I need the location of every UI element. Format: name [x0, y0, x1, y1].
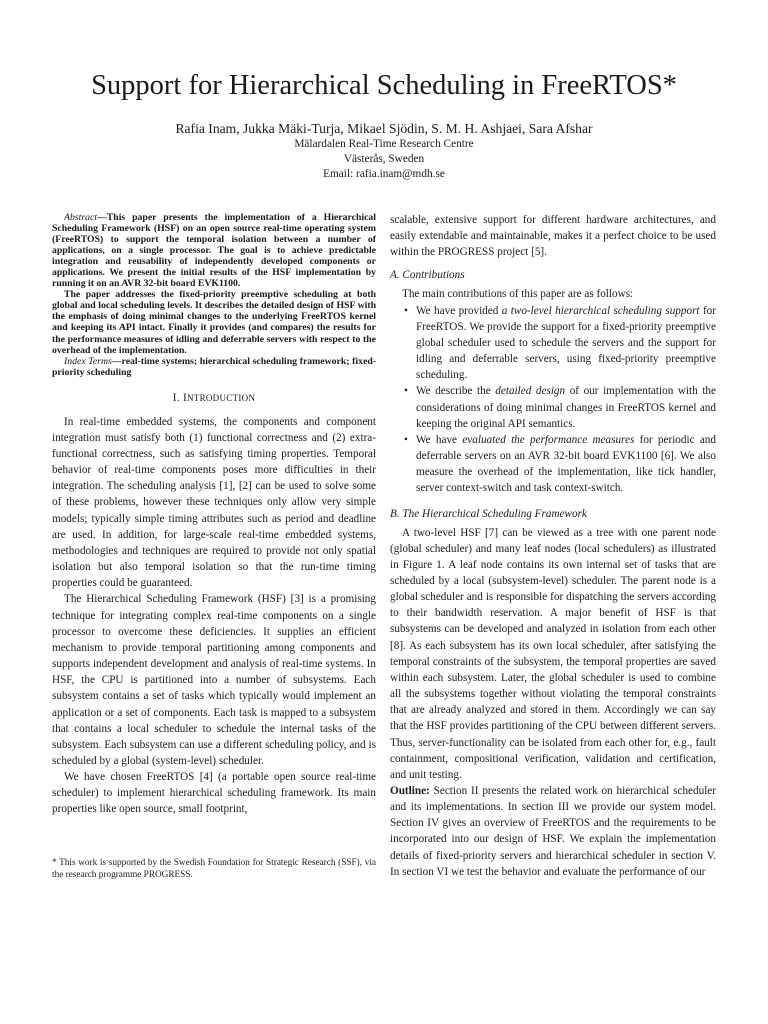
abstract-text-1: This paper presents the implementation of a Hierarchical Scheduling Framework (HSF) on an open source real-time operating system (FreeRTOS) to support the temporal isolation between a number of applications, on a single processor. The goal is to achieve predictable integration and reusability of independently developed components or applications. We present the initial results of the HSF implementation by running it on an AVR 32-bit board EVK1100. [52, 212, 376, 290]
index-terms-dash: — [111, 355, 122, 367]
bullet-text: for FreeRTOS. We provide the support for a fixed-priority preemptive global scheduler used to schedule the servers and the support for idling and deferrable servers, using fixed-priority preemptive scheduling. [416, 304, 717, 382]
section-title-rest: NTRODUCTION [186, 392, 256, 403]
subsection-heading-contributions: A. Contributions [390, 269, 465, 282]
bullet-emphasis: evaluated the performance measures [462, 433, 635, 446]
contribution-bullet-1 [390, 303, 716, 384]
footnote: * This work is supported by the Swedish Foundation for Strategic Research (SSF), via the research programme PROGRESS. [52, 858, 376, 880]
email: Email: rafia.inam@mdh.se [323, 168, 445, 180]
bullet-dot: • [404, 304, 408, 317]
hsf-paragraph: A two-level HSF [7] can be viewed as a tree with one parent node (global scheduler) and many leaf nodes (local schedulers) as illustrated in Figure 1. A leaf node contains its own internal set of tasks that are scheduled by a local (subsystem-level) scheduler. The parent node is a global scheduler and is responsible for dispatching the servers according to their bandwidth reservation. A major benefit of HSF is that subsystems can be developed and analyzed in isolation from each other [8]. As each subsystem has its own local scheduler, after satisfying the temporal constraints of the subsystem, the temporal properties are saved within each subsystem. Later, the global scheduler is used to combine all the subsystems together without violating the temporal constraints that are already analyzed and stored in them. Accordingly we can say that the HSF provides partitioning of the CPU between different servers. Thus, server-functionality can be isolated from each other for, e.g., fault containment, compositional verification, validation and certification, and unit testing. [390, 526, 716, 781]
bullet-text: We describe the [416, 385, 496, 398]
author-list: Rafia Inam, Jukka Mäki-Turja, Mikael Sjödin, S. M. H. Ashjaei, Sara Afshar [175, 121, 593, 136]
bullet-text: for periodic and deferrable servers on an AVR 32-bit board EVK1100 [6]. We also measure the overhead of the implementation, like tick handler, server context-switch and task context-switch. [416, 433, 716, 495]
right-column [390, 212, 716, 880]
intro-paragraph-1: In real-time embedded systems, the components and component integration must satisfy both (1) functional correctness and (2) extra-functional correctness, such as satisfying timing properties. Temporal behavior of real-time components poses more difficulties in their integration. The scheduling analysis [1], [2] can be used to solve some of these problems, however these techniques only allow very simple models; typically simple timing attributes such as period and deadline are used. In addition, for large-scale real-time embedded systems, methodologies and techniques are required to provide not only spatial isolation but also temporal isolation so that the run-time timing properties could be guaranteed. [52, 415, 376, 590]
bullet-emphasis: detailed design [495, 385, 566, 398]
intro-paragraph-2: The Hierarchical Scheduling Framework (HSF) [3] is a promising technique for integrating complex real-time components on a single processor to overcome these deficiencies. It supplies an efficient mechanism to provide temporal partitioning among components and supports independent development and analysis of real-time systems. In HSF, the CPU is partitioned into a number of subsystems. Each subsystem contains a set of tasks which typically would implement an application or a set of components. Each task is mapped to a subsystem that contains a local scheduler to schedule the internal tasks of the subsystem. Each subsystem can use a different scheduling policy, and is scheduled by a global (system-level) scheduler. [52, 593, 376, 767]
section-number: I. I [172, 391, 187, 404]
abstract-label: Abstract [64, 212, 98, 223]
intro-paragraph-3: We have chosen FreeRTOS [4] (a portable open source real-time scheduler) to implement hierarchical scheduling framework. Its main properties like open source, small footprint, [52, 771, 376, 816]
index-terms-text: real-time systems; hierarchical scheduling framework; fixed-priority scheduling [52, 355, 376, 378]
affiliation: Mälardalen Real-Time Research Centre [294, 138, 474, 150]
bullet-dot: • [404, 385, 408, 398]
outline-label: Outline: [390, 785, 430, 797]
contributions-intro: The main contributions of this paper are as follows: [402, 288, 634, 301]
abstract-paragraph-1 [52, 212, 376, 289]
bullet-text: We have provided [416, 304, 502, 317]
contribution-bullet-2 [390, 383, 716, 431]
left-column [52, 212, 376, 818]
location: Västerås, Sweden [343, 153, 425, 165]
abstract-dash: — [97, 212, 107, 223]
abstract-paragraph-2: The paper addresses the fixed-priority preemptive scheduling at both global and local scheduling levels. It describes the detailed design of HSF with the emphasis of doing minimal changes to the underlying FreeRTOS kernel and keeping its API intact. Finally it provides (and compares) the results for the performance measures of idling and deferrable servers with respect to the overhead of the implementation. [52, 289, 376, 356]
outline-text: Section II presents the related work on hierarchical scheduler and its implementations. In section III we provide our system model. Section IV gives an overview of FreeRTOS and the requirements to be incorporated into our design of HSF. We explain the implementation details of fixed-priority servers and hierarchical scheduler in section V. In section VI we test the behavior and evaluate the performance of our [390, 785, 716, 878]
outline-paragraph [390, 783, 716, 880]
section-heading-introduction [52, 390, 376, 406]
subsection-heading-hsf: B. The Hierarchical Scheduling Framework [390, 507, 587, 520]
bullet-text: We have [416, 433, 463, 446]
intro-continuation: scalable, extensive support for different hardware architectures, and easily extendable and maintainable, makes it a perfect choice to be used within the PROGRESS project [5]. [390, 214, 716, 259]
index-terms-label: Index Terms [64, 355, 112, 367]
contribution-bullet-3 [390, 432, 716, 497]
index-terms [52, 356, 376, 378]
bullet-text: of our implementation with the considerations of doing minimal changes in FreeRTOS kernel and keeping the original API semantics. [416, 385, 716, 430]
bullet-dot: • [404, 433, 408, 446]
paper-title: Support for Hierarchical Scheduling in FreeRTOS* [91, 70, 677, 101]
bullet-emphasis: a two-level hierarchical scheduling support [501, 304, 700, 317]
